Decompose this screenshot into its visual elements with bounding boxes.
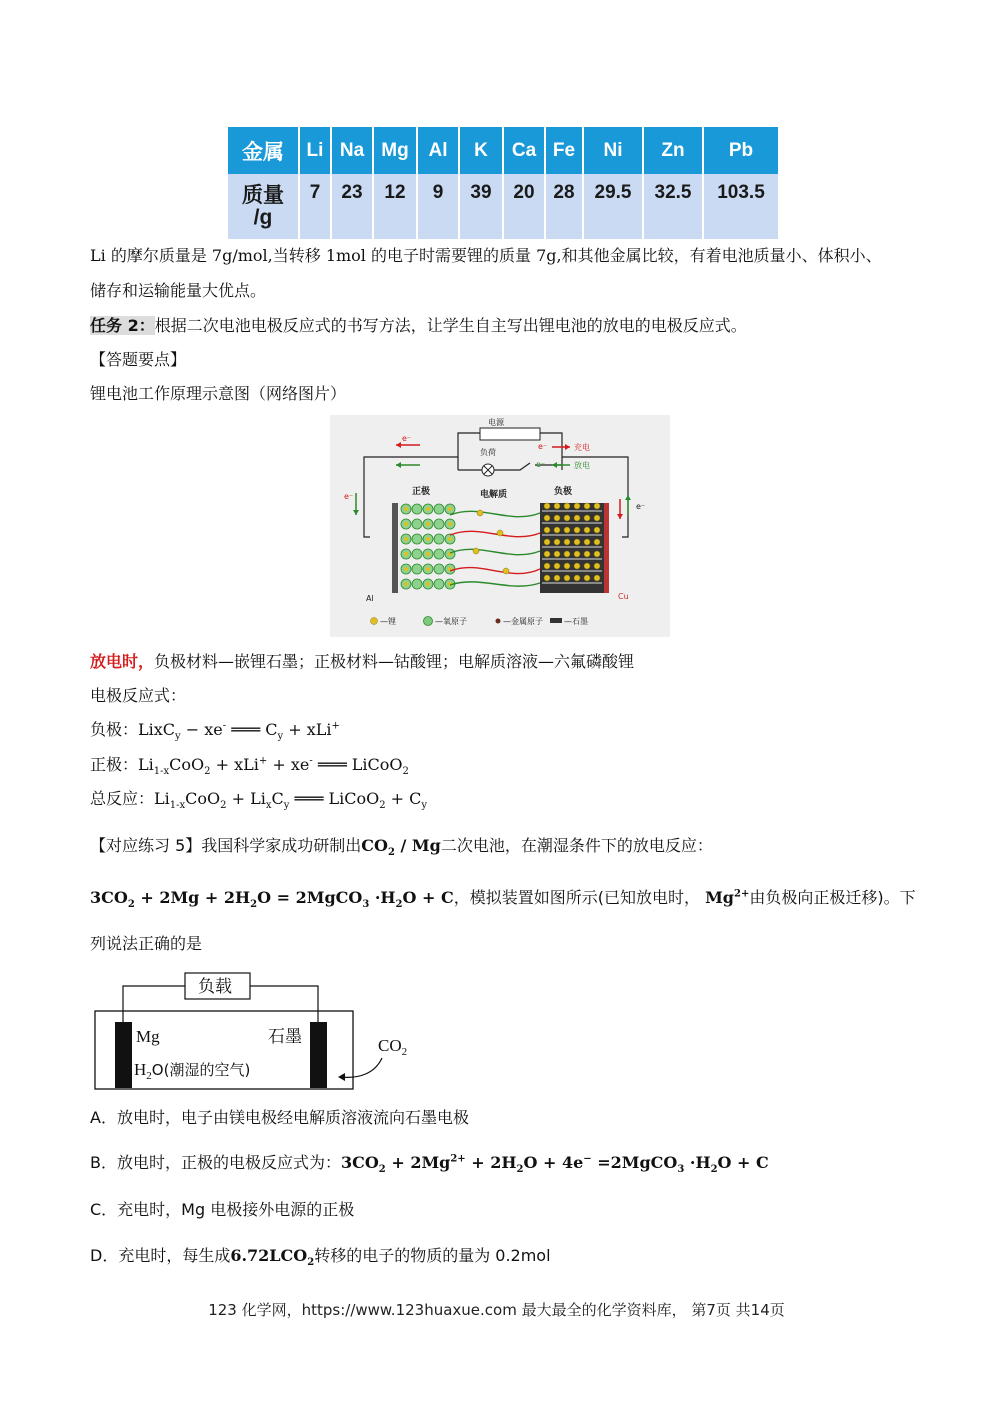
lithium-atom bbox=[594, 527, 600, 533]
lithium-atom bbox=[554, 575, 560, 581]
page-footer: 123 化学网，https://www.123huaxue.com 最大最全的化学资料库， 第7页 共14页 bbox=[208, 1301, 785, 1319]
discharge-text: 负极材料—嵌锂石墨；正极材料—钴酸锂；电解质溶液—六氟磷酸锂 bbox=[154, 652, 635, 671]
table-cell: Ca bbox=[503, 127, 545, 174]
option-a: A．放电时，电子由镁电极经电解质溶液流向石墨电极 bbox=[90, 1108, 469, 1127]
lithium-atom bbox=[404, 582, 408, 586]
oxygen-atom bbox=[434, 549, 444, 559]
lithium-atom bbox=[564, 563, 570, 569]
lithium-atom bbox=[574, 563, 580, 569]
table-cell: 28 bbox=[545, 174, 583, 239]
lithium-atom bbox=[554, 503, 560, 509]
oxygen-atom bbox=[412, 519, 422, 529]
lithium-atom bbox=[426, 507, 430, 511]
table-cell: Fe bbox=[545, 127, 583, 174]
e-label: e⁻ bbox=[344, 492, 354, 501]
oxygen-atom bbox=[412, 504, 422, 514]
option-d: D．充电时，每生成$6.72LCO_2$转移的电子的物质的量为 0.2mol bbox=[90, 1246, 551, 1269]
lithium-atom bbox=[564, 515, 570, 521]
lithium-atom bbox=[574, 503, 580, 509]
graphite-layer bbox=[542, 522, 602, 524]
lithium-atom bbox=[448, 537, 452, 541]
e-label: e⁻ bbox=[536, 460, 546, 469]
lithium-atom bbox=[594, 503, 600, 509]
table-cell: Al bbox=[417, 127, 459, 174]
lithium-atom bbox=[574, 551, 580, 557]
load-label: 负载 bbox=[198, 977, 232, 997]
graphite-layer bbox=[542, 510, 602, 512]
lithium-atom bbox=[544, 527, 550, 533]
table-header-row bbox=[228, 127, 779, 174]
e-label: e⁻ bbox=[402, 434, 412, 443]
table-value-row bbox=[228, 174, 779, 239]
co2-label: $CO_2$ bbox=[378, 1036, 408, 1058]
answer-heading: 【答题要点】 bbox=[90, 350, 187, 369]
table-cell: Pb bbox=[703, 127, 779, 174]
lithium-atom bbox=[404, 567, 408, 571]
lithium-atom bbox=[584, 575, 590, 581]
lithium-atom bbox=[584, 515, 590, 521]
e-label: e⁻ bbox=[538, 442, 548, 451]
lithium-atom bbox=[448, 522, 452, 526]
electrode-title: 电极反应式： bbox=[90, 686, 187, 705]
lithium-atom bbox=[404, 537, 408, 541]
lithium-atom bbox=[564, 551, 570, 557]
oxygen-atom bbox=[434, 534, 444, 544]
graphite-layer bbox=[542, 546, 602, 548]
lithium-atom bbox=[594, 563, 600, 569]
lithium-atom bbox=[404, 522, 408, 526]
lithium-atom bbox=[426, 522, 430, 526]
lithium-atom bbox=[574, 515, 580, 521]
task-2 bbox=[90, 316, 747, 336]
positive-label: 正极 bbox=[412, 487, 431, 497]
lithium-atom bbox=[594, 551, 600, 557]
lithium-atom bbox=[574, 527, 580, 533]
table-cell: K bbox=[459, 127, 503, 174]
table-cell: 39 bbox=[459, 174, 503, 239]
table-cell: Ni bbox=[583, 127, 643, 174]
mg-label: Mg bbox=[136, 1027, 160, 1046]
lithium-atom bbox=[544, 563, 550, 569]
graphite-layer bbox=[542, 558, 602, 560]
lithium-atom bbox=[554, 515, 560, 521]
al-label: Al bbox=[366, 594, 374, 603]
lithium-atom bbox=[404, 552, 408, 556]
lithium-atom bbox=[554, 527, 560, 533]
metal-mass-table bbox=[228, 127, 780, 239]
lithium-atom bbox=[584, 539, 590, 545]
lithium-atom bbox=[554, 551, 560, 557]
practice-line-2: $3CO_2 + 2Mg + 2H_2O$ = 2MgCO$_3$ $\cdot H_2O + C$，模拟装置如图所示(已知放电时， $Mg^{2+}$由负极向正极迁移)。下 bbox=[90, 888, 916, 911]
load-label: 负荷 bbox=[480, 448, 496, 457]
table-cell: Li bbox=[299, 127, 331, 174]
lithium-atom bbox=[584, 551, 590, 557]
lithium-atom bbox=[594, 539, 600, 545]
h2o-label: $H_2O$(潮湿的空气) bbox=[134, 1060, 251, 1082]
lithium-atom bbox=[564, 539, 570, 545]
legend-metal: —金属原子 bbox=[503, 617, 543, 626]
legend-graphite: —石墨 bbox=[564, 617, 588, 626]
lithium-atom bbox=[426, 567, 430, 571]
graphite-label: 石墨 bbox=[268, 1027, 302, 1047]
lithium-atom bbox=[584, 563, 590, 569]
device-diagram bbox=[90, 965, 420, 1095]
lithium-atom bbox=[544, 551, 550, 557]
oxygen-atom bbox=[434, 519, 444, 529]
table-cell: 7 bbox=[299, 174, 331, 239]
lithium-atom bbox=[448, 507, 452, 511]
table-cell: 12 bbox=[373, 174, 417, 239]
discharge-line bbox=[90, 652, 634, 672]
power-label: 电源 bbox=[488, 418, 504, 427]
lithium-atom bbox=[564, 503, 570, 509]
table-cell: 103.5 bbox=[703, 174, 779, 239]
lithium-atom bbox=[564, 527, 570, 533]
graphite-layer bbox=[542, 534, 602, 536]
oxygen-atom bbox=[412, 534, 422, 544]
practice-line-1: 【对应练习 5】我国科学家成功研制出$CO_2$ / Mg二次电池，在潮湿条件下的放电反应： bbox=[90, 836, 713, 859]
electrolyte-label: 电解质 bbox=[480, 490, 508, 500]
table-cell: Na bbox=[331, 127, 373, 174]
lithium-atom bbox=[584, 527, 590, 533]
battery-diagram bbox=[330, 415, 670, 637]
table-cell: 9 bbox=[417, 174, 459, 239]
table-cell: 金属 bbox=[228, 127, 299, 174]
task-label: 任务 2： bbox=[90, 316, 155, 335]
discharge-label: 放电 bbox=[574, 461, 590, 470]
charge-label: 充电 bbox=[574, 443, 590, 452]
option-c: C．充电时，Mg 电极接外电源的正极 bbox=[90, 1200, 355, 1219]
graphite-layer bbox=[542, 570, 602, 572]
lithium-atom bbox=[574, 539, 580, 545]
lithium-atom bbox=[594, 515, 600, 521]
lithium-atom bbox=[544, 503, 550, 509]
total-reaction: 总反应：$Li_{1-x}CoO_2 + Li_xC_y$ ═══ LiCoO$_2$ + $C_y$ bbox=[90, 789, 428, 812]
oxygen-atom bbox=[434, 504, 444, 514]
lithium-atom bbox=[554, 563, 560, 569]
oxygen-atom bbox=[412, 579, 422, 589]
lithium-atom bbox=[426, 552, 430, 556]
oxygen-atom bbox=[412, 564, 422, 574]
table-cell: 32.5 bbox=[643, 174, 703, 239]
discharge-label: 放电时， bbox=[90, 652, 155, 671]
table-cell: Zn bbox=[643, 127, 703, 174]
table-cell: 质量 /g bbox=[228, 174, 299, 239]
cu-label: Cu bbox=[618, 592, 629, 601]
lithium-atom bbox=[426, 537, 430, 541]
lithium-atom bbox=[554, 539, 560, 545]
lithium-atom bbox=[564, 575, 570, 581]
figure-caption: 锂电池工作原理示意图（网络图片） bbox=[90, 384, 347, 403]
practice-line-3: 列说法正确的是 bbox=[90, 934, 203, 953]
lithium-atom bbox=[584, 503, 590, 509]
e-label: e⁻ bbox=[636, 502, 646, 511]
negative-label: 负极 bbox=[554, 487, 573, 497]
graphite-layer bbox=[542, 582, 602, 584]
lithium-atom bbox=[594, 575, 600, 581]
lithium-atom bbox=[544, 575, 550, 581]
task-text: 根据二次电池电极反应式的书写方法，让学生自主写出锂电池的放电的电极反应式。 bbox=[154, 316, 747, 335]
paragraph-line: Li 的摩尔质量是 7g/mol,当转移 1mol 的电子时需要锂的质量 7g,和其他金属比较，有着电池质量小、体积小、 bbox=[90, 246, 882, 265]
table-cell: Mg bbox=[373, 127, 417, 174]
oxygen-atom bbox=[412, 549, 422, 559]
lithium-atom bbox=[544, 539, 550, 545]
option-b: B．放电时，正极的电极反应式为：$3CO_2 + 2Mg^{2+} + 2H_2O + 4e^-$ =2MgCO$_3$ $\cdot H_2O + C$ bbox=[90, 1153, 769, 1176]
legend-li: —锂 bbox=[380, 617, 396, 626]
table-cell: 20 bbox=[503, 174, 545, 239]
legend-oxygen: —氧原子 bbox=[435, 617, 467, 626]
oxygen-atom bbox=[434, 579, 444, 589]
oxygen-atom bbox=[434, 564, 444, 574]
table-cell: 29.5 bbox=[583, 174, 643, 239]
lithium-atom bbox=[574, 575, 580, 581]
positive-reaction: 正极：$Li_{1-x}CoO_2 + xLi^+ + xe^-$ ═══ LiCoO$_2$ bbox=[90, 755, 409, 778]
negative-reaction: 负极：LixC$_y$ − xe- ═══ $C_y + xLi^+$ bbox=[90, 720, 340, 743]
table-cell: 23 bbox=[331, 174, 373, 239]
paragraph-line: 储存和运输能量大优点。 bbox=[90, 281, 267, 300]
lithium-atom bbox=[426, 582, 430, 586]
lithium-atom bbox=[404, 507, 408, 511]
lithium-atom bbox=[544, 515, 550, 521]
